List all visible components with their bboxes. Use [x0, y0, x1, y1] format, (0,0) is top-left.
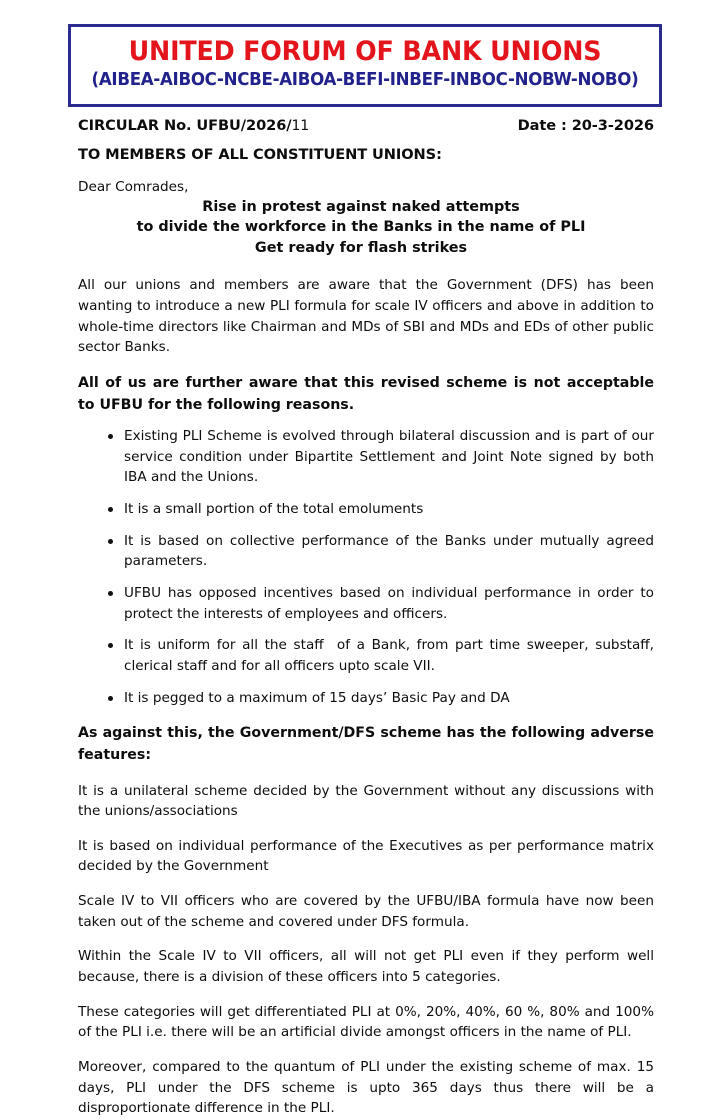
- adverse-features-heading: As against this, the Government/DFS scheme has the following adverse features:: [78, 725, 654, 763]
- adverse-paragraph: Scale IV to VII officers who are covered by the UFBU/IBA formula have now been taken out of the scheme and covered under DFS formula.: [78, 893, 654, 930]
- list-item-text: Existing PLI Scheme is evolved through bilateral discussion and is part of our service condition under Bipartite Settlement and Joint Note signed by both IBA and the Unions.: [124, 428, 654, 486]
- circular-number-line: [78, 117, 309, 134]
- list-item: [78, 499, 654, 520]
- list-item-text: It is pegged to a maximum of 15 days’ Basic Pay and DA: [124, 689, 510, 706]
- letterhead-box: [68, 24, 662, 107]
- list-item-text: It is a small portion of the total emoluments: [124, 501, 424, 518]
- organisation-title: UNITED FORUM OF BANK UNIONS: [128, 36, 602, 67]
- adverse-paragraph: It is based on individual performance of the Executives as per performance matrix decided by the Government: [78, 837, 654, 875]
- bullet-dot-icon: [108, 539, 113, 544]
- circular-number-value: 11: [291, 118, 310, 134]
- list-item-text: UFBU has opposed incentives based on individual performance in order to protect the interests of employees and officers.: [124, 585, 654, 622]
- list-item: [78, 583, 654, 624]
- call-to-action-heading: [78, 197, 654, 258]
- document-body: [78, 117, 659, 1119]
- circular-meta-row: [78, 117, 654, 134]
- bullet-dot-icon: [108, 643, 113, 648]
- adverse-paragraph: These categories will get differentiated PLI at 0%, 20%, 40%, 60 %, 80% and 100% of the PLI i.e. there will be an artificial divide amongst officers in the name of PLI.: [78, 1003, 654, 1041]
- circular-number-label: CIRCULAR No. UFBU/2026/: [78, 117, 292, 134]
- bullet-dot-icon: [108, 507, 113, 512]
- intro-paragraph: All our unions and members are aware that the Government (DFS) has been wanting to introduce a new PLI formula for scale IV officers and above in addition to whole-time directors like Chairman and MDs of SBI and MDs and EDs of other public sector Banks.: [78, 277, 654, 356]
- reasons-heading: All of us are further aware that this revised scheme is not acceptable to UFBU for the following reasons.: [78, 374, 654, 413]
- bullet-dot-icon: [108, 434, 113, 439]
- adverse-paragraph: It is a unilateral scheme decided by the Government without any discussions with the unions/associations: [78, 782, 654, 820]
- list-item-text: It is uniform for all the staff of a Bank, from part time sweeper, substaff, clerical staff and for all officers upto scale VII.: [124, 637, 659, 675]
- adverse-paragraph: Moreover, compared to the quantum of PLI under the existing scheme of max. 15 days, PLI under the DFS scheme is upto 365 days thus there will be a disproportionate difference in the PLI.: [78, 1059, 654, 1117]
- salutation: Dear Comrades,: [78, 179, 189, 195]
- list-item: [78, 426, 654, 488]
- bullet-dot-icon: [108, 591, 113, 596]
- heading-line-2: to divide the workforce in the Banks in the name of PLI: [136, 219, 586, 236]
- list-item: [78, 531, 654, 572]
- reasons-list: [78, 426, 659, 708]
- constituent-unions-subtitle: (AIBEA-AIBOC-NCBE-AIBOA-BEFI-INBEF-INBOC-NOBW-NOBO): [91, 70, 639, 91]
- heading-line-3: Get ready for flash strikes: [254, 239, 468, 256]
- heading-line-1: Rise in protest against naked attempts: [202, 199, 520, 215]
- list-item: [78, 688, 654, 709]
- bullet-dot-icon: [108, 696, 113, 701]
- list-item-text: It is based on collective performance of the Banks under mutually agreed parameters.: [124, 532, 654, 570]
- list-item: [78, 635, 659, 676]
- adverse-paragraph: Within the Scale IV to VII officers, all will not get PLI even if they perform well because, there is a division of these officers into 5 categories.: [78, 948, 654, 986]
- circular-date: Date : 20-3-2026: [517, 117, 654, 134]
- addressee-line: TO MEMBERS OF ALL CONSTITUENT UNIONS:: [78, 146, 442, 163]
